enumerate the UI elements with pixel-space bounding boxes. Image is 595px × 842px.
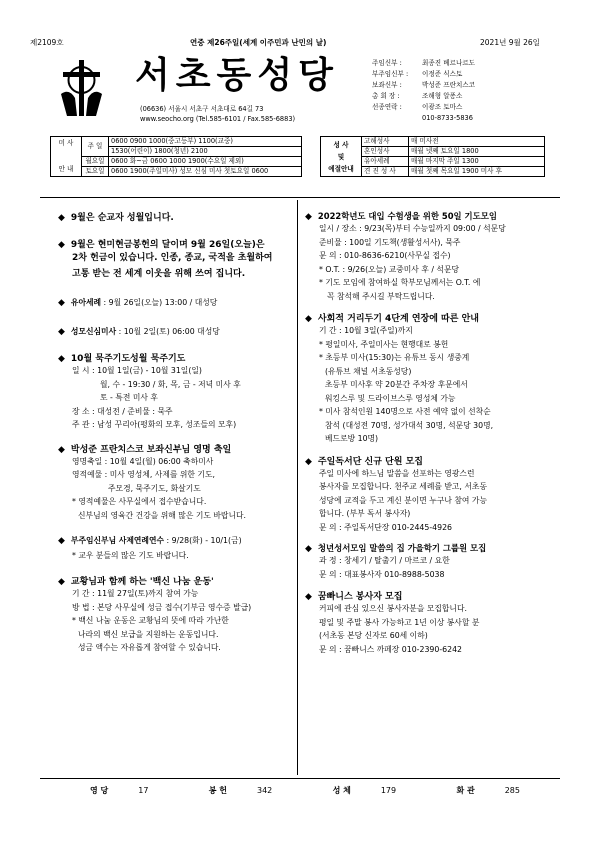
notice-martyr-month: ◆ 9월은 순교자 성월입니다.	[58, 210, 293, 223]
liturgical-subtitle: 연중 제26주일(세계 이주민과 난민의 날)	[190, 38, 327, 47]
notice-vaccine-sharing: ◆ 교황님과 함께 하는 '백신 나눔 운동'	[58, 574, 293, 587]
notice-text: (유튜브 채널 서초동성당)	[325, 366, 412, 376]
notice-text: 워킹스루 및 드라이브스루 영성체 가능	[325, 393, 456, 403]
footer-divider	[40, 778, 560, 779]
notice-text: 기 간 : 10월 3일(주일)까지	[319, 326, 413, 335]
clergy-row: 총 회 장 : 조해형 알퐁소	[372, 92, 463, 100]
notice-text: 평일 및 주말 봉사 가능하고 1년 이상 봉사할 분	[319, 617, 480, 627]
header-divider	[40, 197, 560, 198]
sacrament-name: 혼인성사	[362, 147, 409, 157]
notice-marian-mass: ◆ 성모신심미사 : 10월 2일(토) 06:00 대성당	[58, 325, 293, 340]
mass-times: 0600 1900(주일미사) 성모 신심 미사 첫토요일 0600	[109, 167, 302, 177]
mass-schedule-table	[50, 136, 302, 177]
notice-exam-prayer: ◆ 2022학년도 대입 수험생을 위한 50일 기도모임	[305, 210, 560, 222]
notice-text: * 초등부 미사(15:30)는 유튜브 동시 생중계	[319, 353, 470, 362]
notice-text: 월, 수 - 19:30 / 화, 목, 금 - 저녁 미사 후	[100, 379, 241, 389]
mass-label: 미 사 안 내	[51, 137, 82, 177]
notice-feast-day: ◆ 박성준 프란치스코 보좌신부님 영명 축일	[58, 442, 293, 455]
footer-item: 영 당 17	[90, 786, 149, 795]
bulletin-date: 2021년 9월 26일	[480, 38, 540, 47]
sacrament-table	[320, 136, 545, 177]
notice-text: 합니다. (부부 독서 봉사자)	[319, 509, 411, 518]
sacrament-time: 매월 마지막 주일 1300	[409, 157, 545, 167]
notice-second-collection: ◆ 9월은 현미현금봉헌의 달이며 9월 26일(오늘)은	[58, 237, 293, 250]
notice-priest-retreat: ◆ 부주임신부님 사제연례연수 : 9/28(화) - 10/1(금)	[58, 534, 293, 549]
notice-text: 준비물 : 100일 기도책(생활성서사), 묵주	[319, 237, 461, 247]
notice-distancing: ◆ 사회적 거리두기 4단계 연장에 따른 안내	[305, 311, 560, 324]
sacrament-label: 성 사 및 예절안내	[321, 137, 362, 177]
notice-text: 주 관 : 남성 꾸리아(평화의 모후, 성조들의 모후)	[72, 420, 237, 429]
clergy-list	[372, 58, 572, 124]
notice-cafe-volunteer: ◆ 꿈빠니스 봉사자 모집	[305, 589, 560, 602]
notice-text: 성금 액수는 자유롭게 참여할 수 있습니다.	[78, 643, 221, 652]
footer-item: 성 체 179	[332, 786, 397, 795]
church-title: 서초동성당	[135, 55, 339, 96]
notice-text: 나라의 백신 보급을 지원하는 운동입니다.	[78, 629, 219, 639]
notice-text: 베드로방 10명)	[325, 434, 379, 443]
notice-text: 주일 미사에 하느님 말씀을 선포하는 영광스런	[319, 468, 475, 478]
mass-day: 월요일	[82, 157, 109, 167]
clergy-row: 선종연락 : 이광조 토마스	[372, 103, 463, 111]
clergy-row: 010-8733-5836	[422, 114, 473, 122]
mass-times: 1530(어린이) 1800(청년) 2100	[109, 147, 302, 157]
notice-text: 기 간 : 11월 27일(토)까지 참여 가능	[72, 589, 199, 598]
sacrament-name: 유아세례	[362, 157, 409, 167]
notice-text: (서초동 본당 신자로 60세 이하)	[319, 631, 428, 640]
sacrament-time: 매월 첫째 목요일 1900 미사 후	[409, 167, 545, 177]
notice-text: 문 의 : 꿈빠니스 까페장 010-2390-6242	[319, 644, 462, 654]
notice-text: 커피에 관심 있으신 봉사자분을 모집합니다.	[319, 604, 467, 613]
column-divider	[297, 200, 298, 775]
sacrament-name: 견 진 성 사	[362, 167, 409, 177]
church-logo-icon	[55, 58, 107, 118]
notice-text: 2차 헌금이 있습니다. 인종, 종교, 국적을 초월하여	[72, 253, 273, 263]
mass-times: 0600 화~금 0600 1000 1900(수요일 제외)	[109, 157, 302, 167]
mass-times: 0600 0900 1000(중고등부) 1100(교중)	[109, 137, 302, 147]
notice-text: 봉사자를 모집합니다. 천주교 세례를 받고, 서초동	[319, 482, 487, 491]
notice-text: 영명축일 : 10월 4일(월) 06:00 축하미사	[72, 456, 214, 466]
notice-text: 꼭 참석해 주시길 부탁드립니다.	[327, 291, 435, 301]
notice-text: 문 의 : 대표봉사자 010-8988-5038	[319, 569, 445, 579]
notice-text: 과 정 : 창세기 / 탈출기 / 마르코 / 요한	[319, 556, 450, 565]
sacrament-name: 고해성사	[362, 137, 409, 147]
footer-item: 봉 헌 342	[208, 786, 273, 795]
notice-infant-baptism: ◆ 유아세례 : 9월 26일(오늘) 13:00 / 대성당	[58, 296, 293, 311]
notice-text: 문 의 : 010-8636-6210(사무실 접수)	[319, 251, 451, 260]
issue-number: 제2109호	[30, 38, 64, 47]
notice-text: 장 소 : 대성전 / 준비물 : 묵주	[72, 406, 173, 416]
notice-text: 토 - 특전 미사 후	[100, 393, 158, 402]
notice-text: 신부님의 영육간 건강을 위해 많은 기도 바랍니다.	[78, 510, 246, 520]
notice-text: 초등부 미사후 약 20분간 주차장 후문에서	[325, 380, 468, 389]
left-column	[58, 210, 293, 655]
sacrament-time: 매 미사전	[409, 137, 545, 147]
notice-text: 문 의 : 주일독서단장 010-2445-4926	[319, 522, 452, 532]
right-column	[305, 210, 560, 656]
notice-text: * O.T. : 9/26(오늘) 교중미사 후 / 석문당	[319, 264, 460, 274]
notice-text: * 영적예물은 사무실에서 접수받습니다.	[72, 497, 207, 506]
mass-day: 주 일	[82, 137, 109, 157]
clergy-row: 부주임신부 : 이정준 식스토	[372, 70, 463, 78]
notice-lector-recruit: ◆ 주일독서단 신규 단원 모집	[305, 454, 560, 467]
notice-text: 방 법 : 본당 사무실에 성금 접수(기부금 영수증 발급)	[72, 602, 252, 612]
notice-text: 일 시 : 10월 1일(금) - 10월 31일(일)	[72, 366, 202, 375]
church-contact: www.seocho.org (Tel.585-6101 / Fax.585-6883)	[140, 115, 296, 123]
notice-text: 성당에 교적을 두고 계신 분이면 누구나 참여 가능	[319, 495, 487, 505]
notice-text: * 백신 나눔 운동은 교황님의 뜻에 따라 가난한	[72, 616, 229, 625]
sacrament-time: 매월 넷째 토요일 1800	[409, 147, 545, 157]
notice-text: 주모경, 묵주기도, 화살기도	[108, 483, 201, 493]
spiritual-bouquet-footer	[90, 785, 520, 796]
notice-youth-bible: ◆ 청년성서모임 말씀의 집 가을학기 그룹원 모집	[305, 542, 560, 554]
notice-text: * 교우 분들의 많은 기도 바랍니다.	[72, 550, 189, 560]
notice-text: 고통 받는 전 세계 이웃을 위해 쓰여 집니다.	[72, 269, 246, 279]
notice-text: * 평일미사, 주일미사는 현행대로 봉헌	[319, 339, 449, 349]
footer-item: 화 관 285	[456, 786, 520, 795]
notice-rosary-month: ◆ 10월 묵주기도성월 묵주기도	[58, 351, 293, 364]
notice-text: * 미사 참석인원 140명으로 사전 예약 없이 선착순	[319, 407, 491, 416]
mass-day: 토요일	[82, 167, 109, 177]
notice-text: * 기도 모임에 참여하실 학부모님께서는 O.T. 에	[319, 278, 481, 287]
notice-text: 영적예물 : 미사 영성체, 사제를 위한 기도,	[72, 470, 215, 479]
notice-text: 참석 (대성전 70명, 성가대석 30명, 석문당 30명,	[325, 420, 494, 430]
clergy-row: 주임신부 : 최종진 베르나르도	[372, 59, 476, 67]
notice-text: 일시 / 장소 : 9/23(목)부터 수능일까지 09:00 / 석문당	[319, 224, 506, 233]
church-address: (06636) 서울시 서초구 서초대로 64길 73	[140, 105, 264, 113]
clergy-row: 보좌신부 : 박성준 프란치스코	[372, 81, 476, 89]
